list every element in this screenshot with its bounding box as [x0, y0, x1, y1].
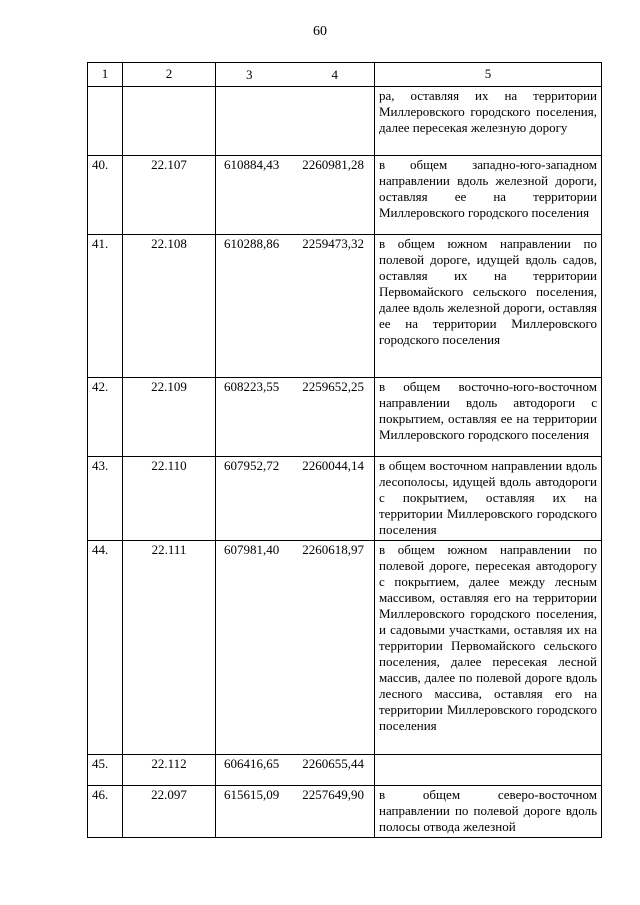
coordinates-cell [216, 235, 375, 378]
header-col-3: 3 [246, 66, 253, 82]
description-text: в общем южном направлении по полевой дороге, пересекая автодорогу с покрытием, далее между лесным массивом, оставляя его на территории Миллеровского городского поселения, и садовыми участками, оставляя их на территории Первомайского сельского поселения, далее пересекая лесной массив, далее по полевой дороге вдоль лесного массива, оставляя его на территории Миллеровского городского поселения [379, 542, 597, 733]
header-col-3-4 [216, 63, 375, 87]
point-id: 22.109 [123, 378, 216, 457]
table-row [88, 235, 602, 378]
description-text: в общем северо-восточном направлении по полевой дороге вдоль полосы отвода железной [379, 787, 597, 834]
point-id: 22.097 [123, 786, 216, 838]
coordinate-x: 615615,09 [224, 787, 280, 802]
coordinate-x: 607952,72 [224, 458, 280, 473]
row-number: 42. [88, 378, 123, 457]
coordinate-y: 2259473,32 [302, 236, 364, 251]
coordinate-y: 2259652,25 [302, 379, 364, 394]
direction-description [375, 235, 602, 378]
header-col-2: 2 [123, 63, 216, 87]
coordinate-x: 610288,86 [224, 236, 280, 251]
coordinate-x: 606416,65 [224, 756, 280, 771]
point-id: 22.112 [123, 755, 216, 786]
coordinates-cell [216, 541, 375, 755]
table-row [88, 378, 602, 457]
coordinate-y: 2260981,28 [302, 157, 364, 172]
row-number [88, 87, 123, 156]
table-row [88, 156, 602, 235]
coordinates-cell [216, 786, 375, 838]
coordinates-cell [216, 457, 375, 541]
direction-description [375, 755, 602, 786]
table-header-row [88, 63, 602, 87]
table-row [88, 786, 602, 838]
coordinates-cell [216, 156, 375, 235]
description-text: в общем южном направлении по полевой дороге, идущей вдоль садов, оставляя их на территории Первомайского сельского поселения, далее вдоль железной дороги, оставляя ее на территории Миллеровского городского поселения [379, 236, 597, 347]
row-number: 40. [88, 156, 123, 235]
header-col-4: 4 [331, 66, 338, 82]
coordinate-y: 2260655,44 [302, 756, 364, 771]
direction-description [375, 541, 602, 755]
coordinate-x: 608223,55 [224, 379, 280, 394]
row-number: 43. [88, 457, 123, 541]
coordinate-y: 2260618,97 [302, 542, 364, 557]
coordinates-cell [216, 755, 375, 786]
direction-description [375, 786, 602, 838]
coordinates-cell [216, 378, 375, 457]
description-text: в общем восточно-юго-восточном направлении вдоль автодороги с покрытием, оставляя ее на территории Миллеровского городского поселения [379, 379, 597, 442]
description-text: в общем восточном направлении вдоль лесополосы, идущей вдоль автодороги с покрытием, оставляя их на территории Миллеровского городского поселения [379, 458, 597, 537]
table-row [88, 87, 602, 156]
direction-description [375, 378, 602, 457]
coordinate-y: 2257649,90 [302, 787, 364, 802]
coordinates-cell [216, 87, 375, 156]
header-col-1: 1 [88, 63, 123, 87]
header-col-5: 5 [375, 63, 602, 87]
direction-description [375, 87, 602, 156]
boundary-points-table [87, 62, 602, 838]
coordinate-x: 610884,43 [224, 157, 280, 172]
point-id: 22.108 [123, 235, 216, 378]
row-number: 44. [88, 541, 123, 755]
point-id: 22.107 [123, 156, 216, 235]
point-id: 22.111 [123, 541, 216, 755]
point-id [123, 87, 216, 156]
table-row [88, 457, 602, 541]
description-text: в общем западно-юго-западном направлении вдоль железной дороги, оставляя ее на территории Миллеровского городского поселения [379, 157, 597, 220]
direction-description [375, 457, 602, 541]
coordinate-x: 607981,40 [224, 542, 280, 557]
direction-description [375, 156, 602, 235]
table-row [88, 755, 602, 786]
row-number: 41. [88, 235, 123, 378]
page-number: 60 [313, 24, 327, 39]
table-row [88, 541, 602, 755]
row-number: 46. [88, 786, 123, 838]
point-id: 22.110 [123, 457, 216, 541]
description-text: ра, оставляя их на территории Миллеровского городского поселения, далее пересекая железную дорогу [379, 88, 597, 135]
coordinate-y: 2260044,14 [302, 458, 364, 473]
row-number: 45. [88, 755, 123, 786]
